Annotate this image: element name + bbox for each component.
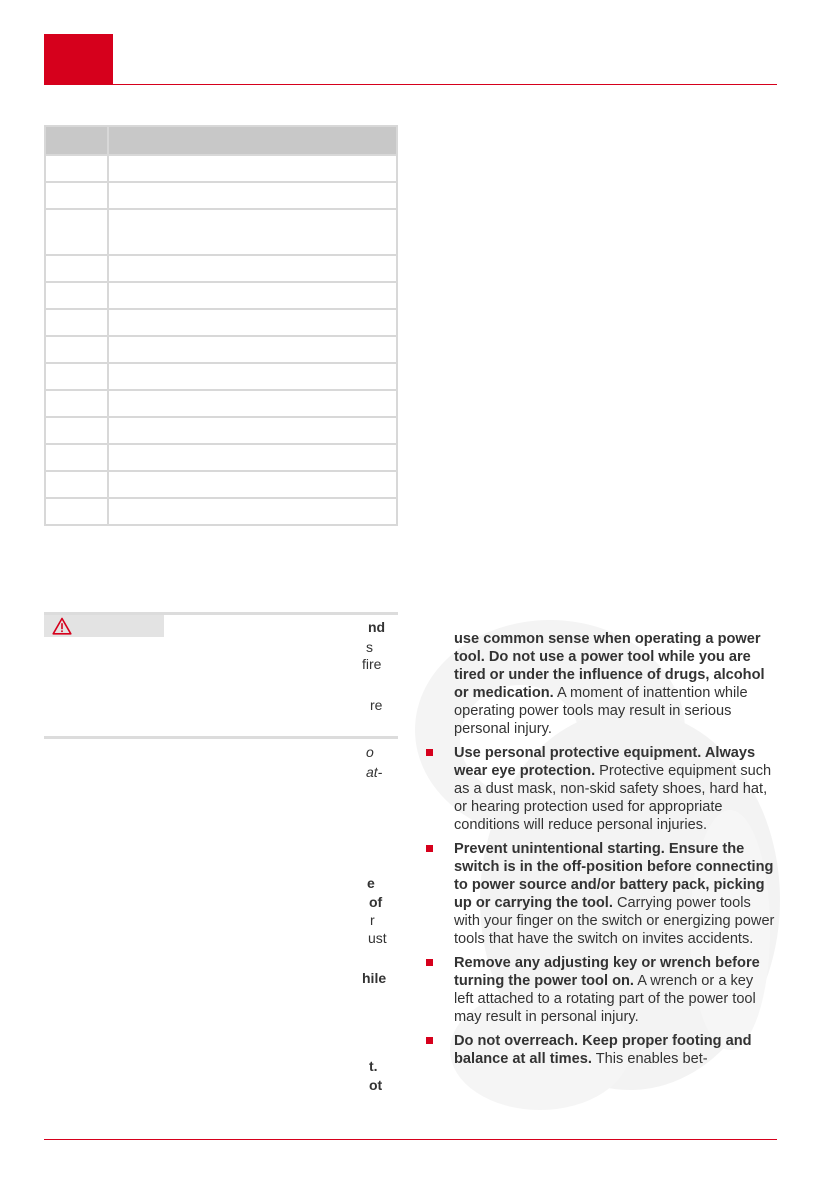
- table-row: [45, 471, 397, 498]
- text-fragment: of: [369, 894, 383, 910]
- text-fragment: nd: [368, 619, 386, 635]
- chapter-tab-marker: [44, 34, 113, 85]
- text-fragment: o: [366, 744, 374, 760]
- text-fragment: e: [367, 875, 375, 891]
- table-row: [45, 209, 397, 255]
- item-body-text: Carrying power tools with your finger on the switch or energizing power tools that have the switch on invites accidents.: [454, 895, 775, 947]
- bullet-square-icon: [426, 749, 433, 756]
- item-bold-text: Remove any adjusting key or wrench before turning the power tool on.: [454, 955, 760, 989]
- table-row: [45, 336, 397, 363]
- item-body-text: This enables bet-: [591, 1051, 708, 1067]
- bullet-square-icon: [426, 1037, 433, 1044]
- table-row: [45, 309, 397, 336]
- footer-rule: [44, 1139, 777, 1140]
- table-row: [45, 390, 397, 417]
- table-row: [45, 255, 397, 282]
- header-rule: [44, 84, 777, 85]
- lead-body-text: A moment of inattention while operating power tools may result in serious personal injury.: [454, 685, 748, 737]
- item-body-text: Protective equipment such as a dust mask, non-skid safety shoes, hard hat, or hearing protection used for appropriate conditions will reduce personal injuries.: [454, 763, 772, 833]
- item-body-text: A wrench or a key left attached to a rotating part of the power tool may result in personal injury.: [454, 973, 756, 1025]
- table-row: [45, 444, 397, 471]
- list-item: [426, 744, 776, 834]
- text-fragment: hile: [362, 970, 387, 986]
- safety-instructions-column: [426, 630, 776, 1074]
- text-fragment: r: [370, 912, 375, 928]
- bullet-square-icon: [426, 845, 433, 852]
- table-row: [45, 498, 397, 525]
- text-fragment: ot: [369, 1077, 383, 1093]
- table-row: [45, 155, 397, 182]
- table-header-row: [45, 126, 397, 155]
- item-bold-text: Prevent unintentional starting. Ensure the switch is in the off-position before connecting to power source and/or battery pack, picking up or carrying the tool.: [454, 841, 774, 911]
- table-row: [45, 182, 397, 209]
- text-fragment: t.: [369, 1058, 378, 1074]
- text-fragment: fire: [362, 656, 382, 672]
- specification-table: [44, 125, 398, 526]
- text-fragment: s: [366, 639, 373, 655]
- list-item: [426, 840, 776, 948]
- item-bold-text: Do not overreach. Keep proper footing and balance at all times.: [454, 1033, 752, 1067]
- text-fragment: re: [370, 697, 383, 713]
- list-item: [426, 1032, 776, 1068]
- table-row: [45, 363, 397, 390]
- text-fragment: at-: [366, 764, 383, 780]
- table-row: [45, 282, 397, 309]
- continued-paragraph: [426, 630, 776, 738]
- bullet-square-icon: [426, 959, 433, 966]
- warning-box-bottom-rule: [44, 736, 398, 739]
- warning-triangle-icon: [52, 617, 72, 635]
- lead-bold-text: use common sense when operating a power tool. Do not use a power tool while you are tired or under the influence of drugs, alcohol or medication.: [454, 631, 765, 701]
- list-item: [426, 954, 776, 1026]
- table-row: [45, 417, 397, 444]
- text-fragment: ust: [368, 930, 387, 946]
- item-bold-text: Use personal protective equipment. Always wear eye protection.: [454, 745, 756, 779]
